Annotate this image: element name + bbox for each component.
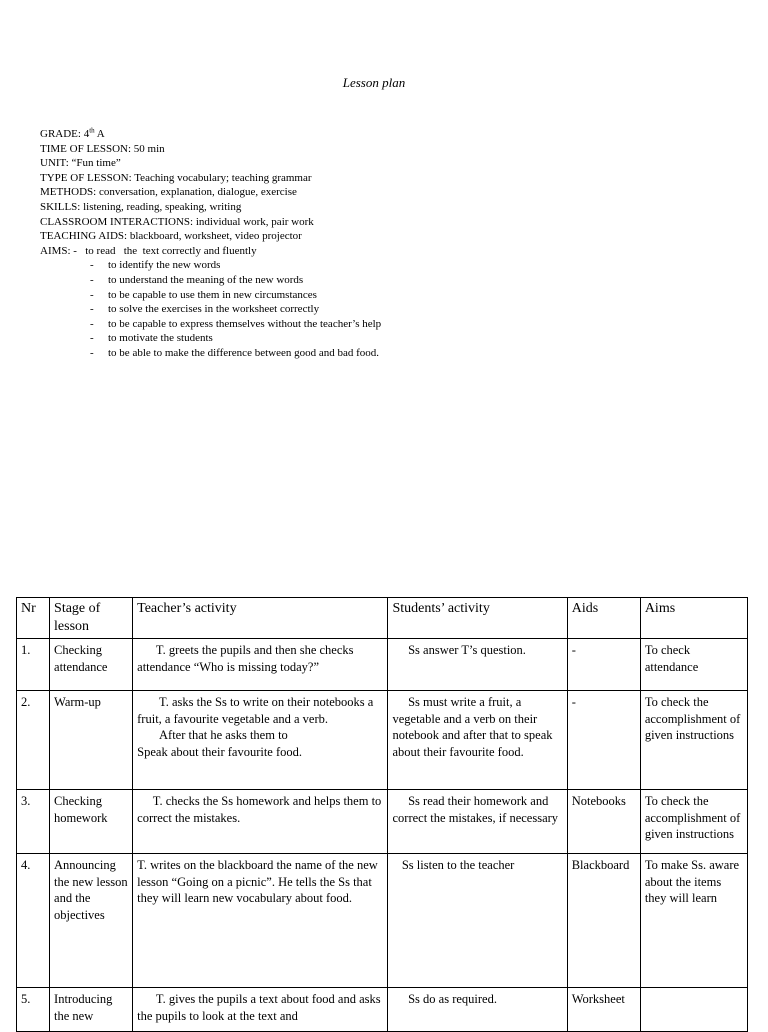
cell-nr: 1. <box>17 639 50 691</box>
lesson-plan-table <box>16 597 748 1032</box>
cell-students: Ss read their homework and correct the mistakes, if necessary <box>388 790 567 854</box>
header-teacher-activity: Teacher’s activity <box>133 598 388 639</box>
header-aims: Aims <box>640 598 747 639</box>
grade-text: GRADE: 4 <box>40 128 90 140</box>
methods: METHODS: conversation, explanation, dialogue, exercise <box>40 186 297 199</box>
aim-item: - to be capable to use them in new circumstances <box>40 288 381 303</box>
header-stage: Stage of lesson <box>50 598 133 639</box>
cell-stage: Checking homework <box>50 790 133 854</box>
teaching-aids: TEACHING AIDS: blackboard, worksheet, video projector <box>40 230 302 243</box>
cell-aims: To check the accomplishment of given instructions <box>640 691 747 790</box>
cell-aids: - <box>567 691 640 790</box>
aim-item: - to motivate the students <box>40 331 381 346</box>
aim-item: - to understand the meaning of the new words <box>40 273 381 288</box>
lesson-plan-title: Lesson plan <box>342 75 406 90</box>
header-nr: Nr <box>17 598 50 639</box>
cell-teacher: T. checks the Ss homework and helps them to correct the mistakes. <box>133 790 388 854</box>
aim-item: - to be capable to express themselves without the teacher’s help <box>40 317 381 332</box>
skills: SKILLS: listening, reading, speaking, writing <box>40 200 242 213</box>
aim-item: - to solve the exercises in the worksheet correctly <box>40 302 381 317</box>
cell-students: Ss must write a fruit, a vegetable and a verb on their notebook and after that to speak about their favourite food. <box>388 691 567 790</box>
cell-teacher: T. gives the pupils a text about food and asks the pupils to look at the text and <box>133 988 388 1032</box>
cell-teacher: T. writes on the blackboard the name of the new lesson “Going on a picnic”. He tells the Ss that they will learn new vocabulary about food. <box>133 854 388 988</box>
header-aids: Aids <box>567 598 640 639</box>
cell-nr: 5. <box>17 988 50 1032</box>
cell-students: Ss do as required. <box>388 988 567 1032</box>
time-of-lesson: TIME OF LESSON: 50 min <box>40 142 165 155</box>
cell-aims: To check attendance <box>640 639 747 691</box>
table-row <box>17 854 748 988</box>
header-students-activity: Students’ activity <box>388 598 567 639</box>
aim-item: - to identify the new words <box>40 258 381 273</box>
cell-aids: Worksheet <box>567 988 640 1032</box>
table-header-row <box>17 598 748 639</box>
table-row <box>17 790 748 854</box>
cell-stage: Introducing the new <box>50 988 133 1032</box>
lesson-info <box>40 127 381 361</box>
cell-aids: Notebooks <box>567 790 640 854</box>
cell-stage: Announcing the new lesson and the objectives <box>50 854 133 988</box>
cell-stage: Checking attendance <box>50 639 133 691</box>
aims-list <box>40 258 381 360</box>
cell-nr: 4. <box>17 854 50 988</box>
type-of-lesson: TYPE OF LESSON: Teaching vocabulary; teaching grammar <box>40 171 312 184</box>
table-row <box>17 988 748 1032</box>
cell-nr: 2. <box>17 691 50 790</box>
cell-aims: To make Ss. aware about the items they will learn <box>640 854 747 988</box>
cell-aids: Blackboard <box>567 854 640 988</box>
cell-teacher: T. asks the Ss to write on their notebooks a fruit, a favourite vegetable and a verb. After that he asks them to Speak about their favourite food. <box>133 691 388 790</box>
grade-line <box>40 127 381 142</box>
grade-class: A <box>94 128 105 140</box>
cell-aims <box>640 988 747 1032</box>
cell-stage: Warm-up <box>50 691 133 790</box>
table-row <box>17 691 748 790</box>
aim-item: - to be able to make the difference between good and bad food. <box>40 346 381 361</box>
cell-aims: To check the accomplishment of given instructions <box>640 790 747 854</box>
unit: UNIT: “Fun time” <box>40 157 121 170</box>
classroom-interactions: CLASSROOM INTERACTIONS: individual work, pair work <box>40 215 314 228</box>
cell-teacher: T. greets the pupils and then she checks attendance “Who is missing today?” <box>133 639 388 691</box>
cell-students: Ss answer T’s question. <box>388 639 567 691</box>
cell-nr: 3. <box>17 790 50 854</box>
cell-aids: - <box>567 639 640 691</box>
table-row <box>17 639 748 691</box>
grade-superscript: th <box>89 126 95 135</box>
cell-students: Ss listen to the teacher <box>388 854 567 988</box>
aims-first: AIMS: - to read the text correctly and fluently <box>40 244 257 257</box>
